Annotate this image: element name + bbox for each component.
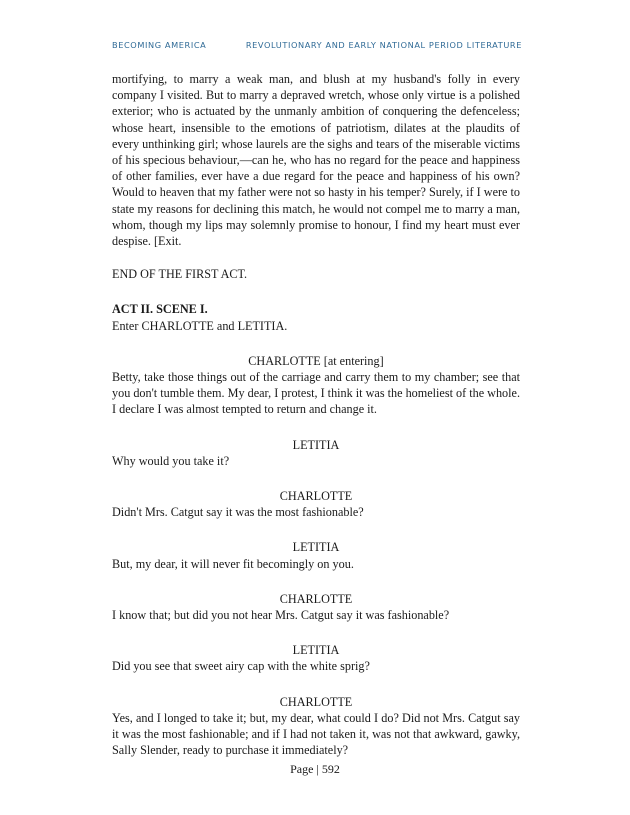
dialogue-line: Betty, take those things out of the carriage and carry them to my chamber; see that you don't tumble them. My dear, I protest, I think it was the homeliest of the whole. I declare I was almost tempted to return and change it. (112, 370, 520, 417)
page-body (112, 71, 520, 759)
end-of-act-line: END OF THE FIRST ACT. (112, 267, 248, 282)
header-book-title: BECOMING AMERICA (112, 40, 207, 50)
speaker-name: LETITIA (292, 540, 340, 555)
speaker-name: CHARLOTTE (279, 694, 353, 709)
dialogue-line: I know that; but did you not hear Mrs. Catgut say it was fashionable? (112, 608, 450, 623)
dialogue-line: Did you see that sweet airy cap with the white sprig? (112, 659, 370, 674)
speaker-name: LETITIA (292, 437, 340, 452)
header-section-title: REVOLUTIONARY AND EARLY NATIONAL PERIOD LITERATURE (245, 40, 522, 50)
dialogue-line: Why would you take it? (112, 453, 230, 468)
act-heading: ACT II. SCENE I. (112, 302, 208, 317)
running-header (112, 40, 522, 50)
dialogue-line: But, my dear, it will never fit becomingly on you. (112, 556, 354, 571)
dialogue-line: Yes, and I longed to take it; but, my dear, what could I do? Did not Mrs. Catgut say it was the most fashionable; and if I had not taken it, was not that awkward, gawky, Sally Slender, ready to purchase it immediately? (112, 710, 520, 758)
speaker-name: LETITIA (292, 643, 340, 658)
page-number: Page | 592 (290, 762, 340, 776)
opening-paragraph: mortifying, to marry a weak man, and blush at my husband's folly in every company I visited. But to marry a depraved wretch, whose only virtue is a polished exterior; who is actuated by the unmanly ambition of conquering the defenceless; whose heart, insensible to the emotions of patriotism, dilates at the plaudits of every unthinking girl; whose laurels are the sighs and tears of the miserable victims of his specious behaviour,—can he, who has no regard for the peace and happiness of other families, ever have a due regard for the peace and happiness of his own? Would to heaven that my father were not so hasty in his temper? Surely, if I were to state my reasons for declining this match, he would not compel me to marry a man, whom, though my lips may solemnly promise to honour, I find my heart must ever despise. [Exit. (112, 72, 520, 249)
speaker-name: CHARLOTTE (279, 489, 353, 504)
stage-direction: Enter CHARLOTTE and LETITIA. (112, 318, 288, 333)
dialogue-line: Didn't Mrs. Catgut say it was the most fashionable? (112, 505, 364, 520)
speaker-name: CHARLOTTE [at entering] (248, 353, 384, 368)
speaker-name: CHARLOTTE (279, 591, 353, 606)
